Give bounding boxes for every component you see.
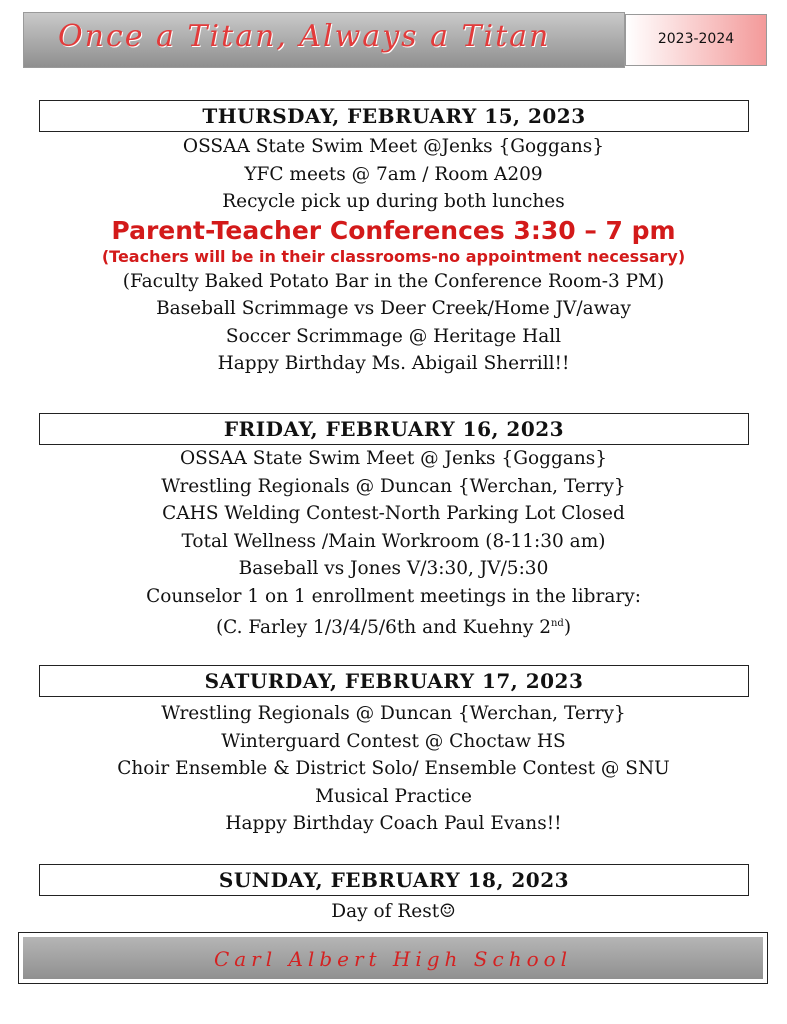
day-heading-thursday: THURSDAY, FEBRUARY 15, 2023 bbox=[39, 100, 749, 132]
year-badge bbox=[625, 14, 767, 66]
event-line: OSSAA State Swim Meet @ Jenks {Goggans} bbox=[179, 448, 608, 469]
day-heading-friday: FRIDAY, FEBRUARY 16, 2023 bbox=[39, 413, 749, 445]
event-line bbox=[30, 610, 757, 642]
event-line: Total Wellness /Main Workroom (8-11:30 am) bbox=[181, 530, 606, 552]
day-events-saturday bbox=[30, 700, 757, 838]
event-line: Recycle pick up during both lunches bbox=[222, 191, 565, 212]
event-line: Wrestling Regionals @ Duncan {Werchan, Terry} bbox=[161, 703, 626, 724]
event-line: Happy Birthday Coach Paul Evans!! bbox=[225, 813, 562, 834]
event-line: Choir Ensemble & District Solo/ Ensemble Contest @ SNU bbox=[117, 758, 670, 779]
event-line: Baseball vs Jones V/3:30, JV/5:30 bbox=[238, 558, 549, 579]
event-line: Happy Birthday Ms. Abigail Sherrill!! bbox=[217, 353, 570, 374]
event-text: ) bbox=[563, 617, 572, 639]
event-line: Baseball Scrimmage vs Deer Creek/Home JV/away bbox=[156, 298, 631, 319]
event-line: Winterguard Contest @ Choctaw HS bbox=[221, 730, 566, 752]
event-note: (Teachers will be in their classrooms-no appointment necessary) bbox=[101, 246, 686, 266]
school-name: Carl Albert High School bbox=[213, 947, 573, 971]
footer-frame bbox=[18, 932, 768, 984]
year-text: 2023-2024 bbox=[657, 31, 735, 47]
event-highlight: Parent-Teacher Conferences 3:30 – 7 pm bbox=[111, 215, 676, 245]
event-line: Day of Rest☺ bbox=[331, 901, 456, 922]
event-line: Musical Practice bbox=[315, 785, 472, 807]
header-title: Once a Titan, Always a Titan bbox=[58, 19, 551, 54]
event-line: (Faculty Baked Potato Bar in the Conference Room-3 PM) bbox=[122, 270, 665, 292]
event-line: Wrestling Regionals @ Duncan {Werchan, Terry} bbox=[161, 475, 626, 497]
event-line: Soccer Scrimmage @ Heritage Hall bbox=[225, 325, 562, 347]
day-events-sunday bbox=[30, 898, 757, 926]
ordinal-suffix: nd bbox=[550, 618, 564, 629]
day-events-thursday bbox=[30, 133, 757, 378]
footer-banner bbox=[23, 937, 763, 979]
event-line: YFC meets @ 7am / Room A209 bbox=[244, 163, 543, 185]
day-events-friday bbox=[30, 445, 757, 642]
day-heading-sunday: SUNDAY, FEBRUARY 18, 2023 bbox=[39, 864, 749, 896]
event-text: (C. Farley 1/3/4/5/6th and Kuehny 2 bbox=[215, 617, 551, 639]
day-heading-saturday: SATURDAY, FEBRUARY 17, 2023 bbox=[39, 665, 749, 697]
event-line: Counselor 1 on 1 enrollment meetings in the library: bbox=[146, 585, 641, 607]
event-line: OSSAA State Swim Meet @Jenks {Goggans} bbox=[182, 136, 605, 157]
event-line: CAHS Welding Contest-North Parking Lot Closed bbox=[162, 503, 625, 524]
